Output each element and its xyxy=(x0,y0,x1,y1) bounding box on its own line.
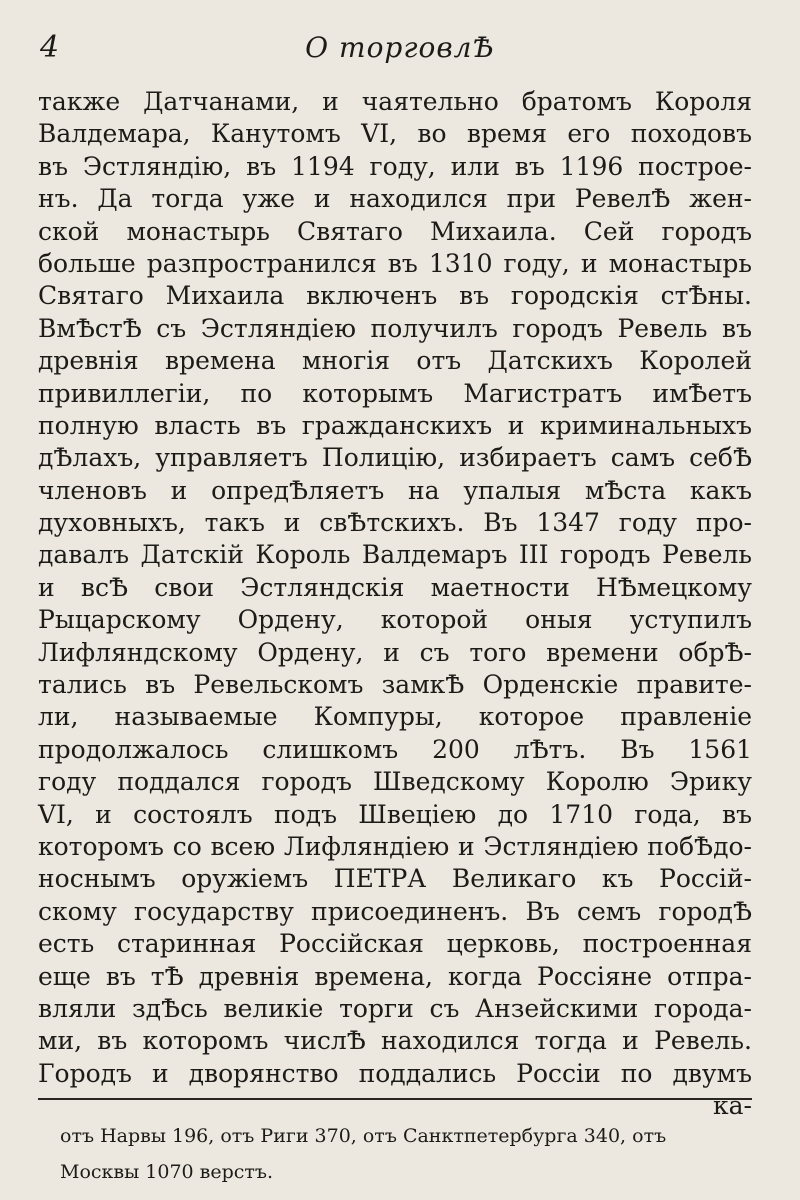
running-title: О торговлѢ xyxy=(305,31,495,64)
text-line: скому государству присоединенъ. Въ семъ городѢ xyxy=(38,896,752,926)
text-line: Городъ и дворянство поддались Россіи по двумъ xyxy=(38,1058,752,1088)
text-line: духовныхъ, такъ и свѢтскихъ. Въ 1347 году про- xyxy=(38,508,752,538)
footnote-line: отъ Нарвы 196, отъ Риги 370, отъ Санктпетербурга 340, отъ xyxy=(60,1125,667,1147)
text-line: еще въ тѢ древнія времена, когда Россіяне отпра- xyxy=(38,961,752,991)
catchword: ка- xyxy=(713,1091,752,1121)
text-line: древнія времена многія отъ Датскихъ Королей xyxy=(38,346,752,376)
text-line: тались въ Ревельскомъ замкѢ Орденскіе правите- xyxy=(38,670,752,700)
text-line: и всѢ свои Эстляндскія маетности НѢмецкому xyxy=(38,572,752,602)
text-line: вляли здѢсь великіе торги съ Анзейскими города- xyxy=(38,993,752,1023)
footnote-line: Москвы 1070 верстъ. xyxy=(60,1161,274,1183)
text-line: ли, называемые Компуры, которое правленіе xyxy=(38,702,752,732)
text-line: Валдемара, Канутомъ VI, во время его походовъ xyxy=(38,119,752,149)
text-line: дѢлахъ, управляетъ Полицію, избираетъ самъ себѢ xyxy=(38,443,752,473)
text-line: ми, въ которомъ числѢ находился тогда и Ревель. xyxy=(38,1026,752,1056)
text-line: Святаго Михаила включенъ въ городскія стѢны. xyxy=(38,281,752,311)
text-line: Лифляндскому Ордену, и съ того времени обрѢ- xyxy=(38,637,752,667)
footnote xyxy=(60,1118,760,1190)
page-number: 4 xyxy=(40,30,60,65)
text-line: ской монастырь Святаго Михаила. Сей городъ xyxy=(38,216,752,246)
body-text xyxy=(38,86,752,1123)
footnote-divider xyxy=(38,1098,752,1100)
text-line: въ Эстляндію, въ 1194 году, или въ 1196 построе- xyxy=(38,151,752,181)
text-line: которомъ со всею Лифляндіею и Эстляндіею побѢдо- xyxy=(38,831,752,861)
text-line: нъ. Да тогда уже и находился при РевелѢ жен- xyxy=(38,184,752,214)
text-line: привиллегіи, по которымъ Магистратъ имѢетъ xyxy=(38,378,752,408)
text-line: давалъ Датскій Король Валдемаръ III городъ Ревель xyxy=(38,540,752,570)
text-line: полную власть въ гражданскихъ и криминальныхъ xyxy=(38,410,752,440)
text-line: носнымъ оружіемъ ПЕТРА Великаго къ Россій- xyxy=(38,864,752,894)
text-line: ВмѢстѢ съ Эстляндіею получилъ городъ Ревель въ xyxy=(38,313,752,343)
text-line: году поддался городъ Шведскому Королю Эрику xyxy=(38,767,752,797)
text-line: также Датчанами, и чаятельно братомъ Короля xyxy=(38,87,752,116)
text-line: членовъ и опредѢляетъ на упалыя мѢста какъ xyxy=(38,475,752,505)
text-line: больше разпространился въ 1310 году, и монастырь xyxy=(38,248,752,278)
text-line: продолжалось слишкомъ 200 лѢтъ. Въ 1561 xyxy=(38,734,752,764)
page-header xyxy=(40,28,760,68)
text-line: Рыцарскому Ордену, которой оныя уступилъ xyxy=(38,605,752,635)
text-line: VI, и состоялъ подъ Швеціею до 1710 года, въ xyxy=(38,799,752,829)
text-line: есть старинная Россійская церковь, построенная xyxy=(38,929,752,959)
